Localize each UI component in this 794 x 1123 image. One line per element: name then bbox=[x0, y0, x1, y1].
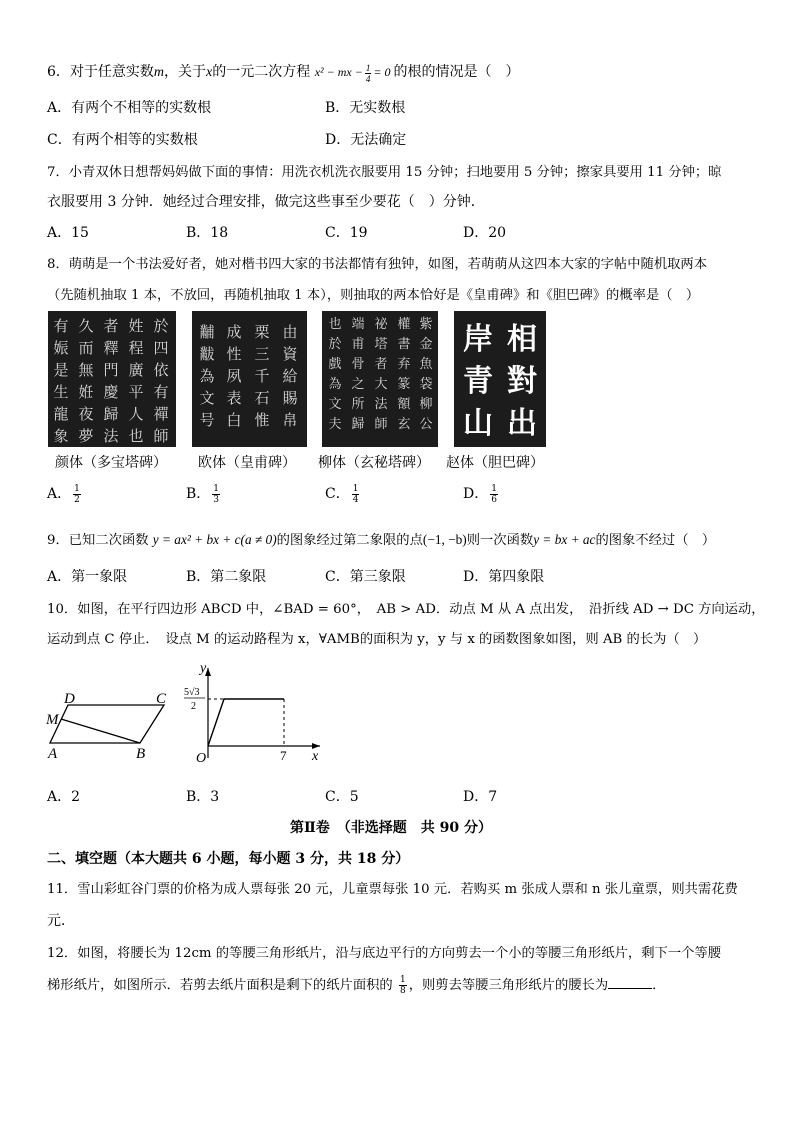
q10-option-c[interactable]: C．5 bbox=[325, 789, 359, 805]
q8-option-a[interactable]: A． $\frac{1}{2}$ bbox=[47, 483, 80, 505]
yan-calligraphy-image: 有 娠 是 生 龍 象 久 而 無 姙 夜 夢 者 釋 門 慶 歸 法 姓 程 廣 平 人 也 於 四 依 有 禪 師 bbox=[48, 311, 176, 447]
question-7-line1: 7．小青双休日想帮妈妈做下面的事情：用洗衣机洗衣服要用 15 分钟；扫地要用 5 分钟；擦家具要用 11 分钟；晾 bbox=[47, 165, 722, 180]
question-6-stem: 6．对于任意实数m，关于x的一元二次方程 x² − mx − $\frac{1}{4}$ = 0 的根的情况是（ ） bbox=[47, 62, 520, 84]
question-8-line1: 8．萌萌是一个书法爱好者，她对楷书四大家的书法都情有独钟，如图，若萌萌从这四本大家的字帖中随机取两本 bbox=[47, 257, 708, 272]
q9-option-a[interactable]: A．第一象限 bbox=[47, 569, 128, 585]
x-axis-label: x bbox=[312, 749, 319, 764]
q8-option-c[interactable]: C． $\frac{1}{4}$ bbox=[325, 483, 359, 505]
question-9-stem: 9．已知二次函数 y = ax² + bx + c(a ≠ 0)的图象经过第二象限的点(−1, −b)则一次函数y = bx + ac的图象不经过（ ） bbox=[47, 532, 716, 548]
q6-option-c[interactable]: C．有两个相等的实数根 bbox=[47, 132, 198, 148]
q7-option-c[interactable]: C．19 bbox=[325, 225, 368, 241]
point-label-m: M bbox=[46, 712, 59, 728]
question-11-line2: 元． bbox=[47, 913, 75, 929]
origin-label: O bbox=[196, 751, 207, 766]
q8-option-d[interactable]: D． $\frac{1}{6}$ bbox=[463, 483, 497, 505]
q10-option-d[interactable]: D．7 bbox=[463, 789, 498, 805]
graph-line-rising-flat bbox=[208, 699, 284, 746]
x-tick-7: 7 bbox=[280, 748, 287, 763]
q7-option-a[interactable]: A．15 bbox=[47, 225, 89, 241]
q7-option-d[interactable]: D．20 bbox=[463, 225, 507, 241]
question-12-line1: 12．如图，将腰长为 12cm 的等腰三角形纸片，沿与底边平行的方向剪去一个小的等腰三角形纸片，剩下一个等腰 bbox=[47, 946, 722, 961]
answer-blank[interactable] bbox=[608, 976, 652, 989]
part-2-title: 二、填空题（本大题共 6 小题，每小题 3 分，共 18 分） bbox=[47, 851, 410, 867]
q9-option-c[interactable]: C．第三象限 bbox=[325, 569, 406, 585]
question-12-line2: 梯形纸片，如图所示．若剪去纸片面积是剩下的纸片面积的 $\frac{1}{8}$ ，则剪去等腰三角形纸片的腰长为 ． bbox=[47, 975, 666, 996]
q6-option-d[interactable]: D．无法确定 bbox=[325, 132, 407, 148]
point-label-a: A bbox=[48, 746, 58, 762]
point-label-c: C bbox=[156, 691, 167, 707]
question-8-line2: （先随机抽取 1 本，不放回，再随机抽取 1 本），则抽取的两本恰好是《皇甫碑》和《胆巴碑》的概率是（ ） bbox=[47, 288, 700, 303]
y-axis-label: y bbox=[200, 661, 207, 676]
yan-caption: 颜体（多宝塔碑） bbox=[55, 455, 167, 471]
y-tick-denominator: 2 bbox=[191, 701, 196, 712]
q9-option-b[interactable]: B．第二象限 bbox=[186, 569, 267, 585]
ou-caption: 欧体（皇甫碑） bbox=[198, 455, 296, 471]
section-2-title: 第Ⅱ卷 （非选择题 共 90 分） bbox=[290, 820, 493, 836]
q10-option-a[interactable]: A．2 bbox=[47, 789, 81, 805]
point-label-b: B bbox=[136, 746, 146, 762]
q7-option-b[interactable]: B．18 bbox=[186, 225, 229, 241]
point-label-d: D bbox=[64, 691, 75, 707]
segment-mb bbox=[61, 719, 140, 743]
q8-option-b[interactable]: B． $\frac{1}{3}$ bbox=[186, 483, 220, 505]
liu-caption: 柳体（玄秘塔碑） bbox=[318, 455, 430, 471]
question-10-line2: 运动到点 C 停止． 设点 M 的运动路程为 x，∀AMB的面积为 y，y 与 x 的函数图象如图，则 AB 的长为（ ） bbox=[47, 632, 707, 647]
liu-calligraphy-image: 也 於 戲 為 文 夫 端 甫 骨 之 所 歸 祕 塔 者 大 法 師 權 書 弃 篆 額 玄 紫 金 魚 袋 柳 公 bbox=[322, 311, 438, 447]
zhao-caption: 赵体（胆巴碑） bbox=[446, 455, 544, 471]
q6-option-b[interactable]: B．无实数根 bbox=[325, 100, 406, 116]
zhao-calligraphy-image: 岸青山 相對出 bbox=[454, 311, 546, 447]
question-7-line2: 衣服要用 3 分钟．她经过合理安排，做完这些事至少要花（ ）分钟． bbox=[47, 194, 485, 210]
question-11-line1: 11．雪山彩虹谷门票的价格为成人票每张 20 元，儿童票每张 10 元．若购买 m 张成人票和 n 张儿童票，则共需花费 bbox=[47, 882, 738, 897]
function-graph-figure bbox=[180, 658, 330, 768]
q9-option-d[interactable]: D．第四象限 bbox=[463, 569, 545, 585]
quadratic-equation: x² − mx − $\frac{1}{4}$ = 0 bbox=[314, 62, 391, 84]
y-tick-numerator: 5√3 bbox=[184, 687, 200, 698]
question-10-line1: 10．如图，在平行四边形 ABCD 中，∠BAD = 60°， AB > AD．动点 M 从 A 点出发， 沿折线 AD → DC 方向运动， bbox=[47, 602, 765, 617]
parallelogram-abcd bbox=[50, 705, 164, 743]
parallelogram-figure bbox=[44, 688, 184, 762]
q6-option-a[interactable]: A．有两个不相等的实数根 bbox=[47, 100, 212, 116]
ou-calligraphy-image: 黼 黻 為 文 号 成 性 夙 表 白 栗 三 千 石 惟 由 資 給 賜 帛 bbox=[192, 311, 307, 447]
q10-option-b[interactable]: B．3 bbox=[186, 789, 220, 805]
